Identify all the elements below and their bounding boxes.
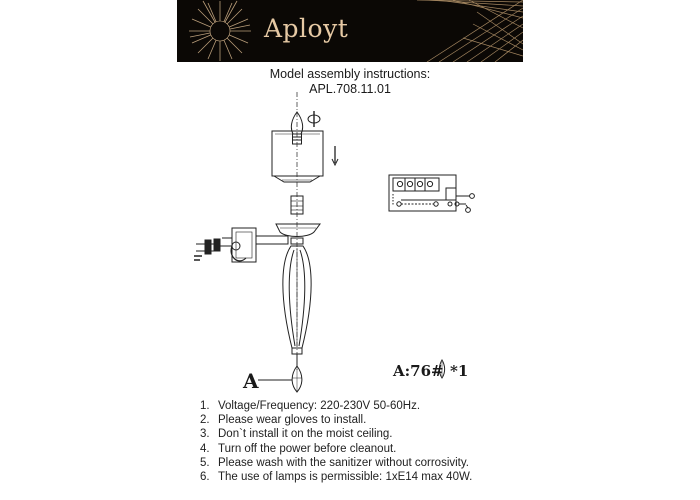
item-text: Turn off the power before cleanout.	[218, 442, 397, 455]
item-number: 5.	[200, 456, 210, 469]
item-text: Please wash with the sanitizer without corrosivity.	[218, 456, 469, 469]
item-number: 6.	[200, 471, 210, 484]
candle-cup	[276, 224, 320, 237]
list-item	[200, 442, 472, 456]
part-spec-text: A:76#	[393, 362, 444, 380]
list-item	[200, 456, 472, 470]
down-arrow-icon	[332, 146, 338, 165]
part-spec	[393, 362, 469, 380]
part-label-a: A	[243, 369, 259, 393]
crystal-pendant-icon	[292, 354, 302, 392]
instruction-list	[200, 399, 472, 484]
lamp-body	[283, 246, 311, 354]
list-item	[200, 427, 472, 441]
brand-name: Aployt	[264, 14, 349, 43]
part-spec-quantity: *1	[450, 362, 469, 380]
item-text: The use of lamps is permissible: 1xE14 max 40W.	[218, 471, 473, 484]
title-line: Model assembly instructions:	[269, 67, 431, 81]
wiring-terminal-diagram	[389, 175, 474, 212]
item-text: Don`t install it on the moist ceiling.	[218, 428, 393, 441]
item-text: Voltage/Frequency: 220-230V 50-60Hz.	[218, 400, 421, 412]
item-number: 3.	[200, 428, 210, 441]
item-text: Please wear gloves to install.	[218, 414, 367, 427]
model-number: APL.708.11.01	[309, 82, 391, 96]
item-number: 4.	[200, 442, 210, 455]
list-item	[200, 413, 472, 427]
list-item	[200, 470, 472, 484]
lamp-shade	[272, 131, 323, 182]
rotate-icon	[308, 111, 320, 127]
item-number: 2.	[200, 414, 210, 427]
item-number: 1.	[200, 400, 210, 412]
mounting-screws-icon	[194, 238, 232, 260]
list-item	[200, 399, 472, 413]
wall-arm	[231, 228, 288, 262]
